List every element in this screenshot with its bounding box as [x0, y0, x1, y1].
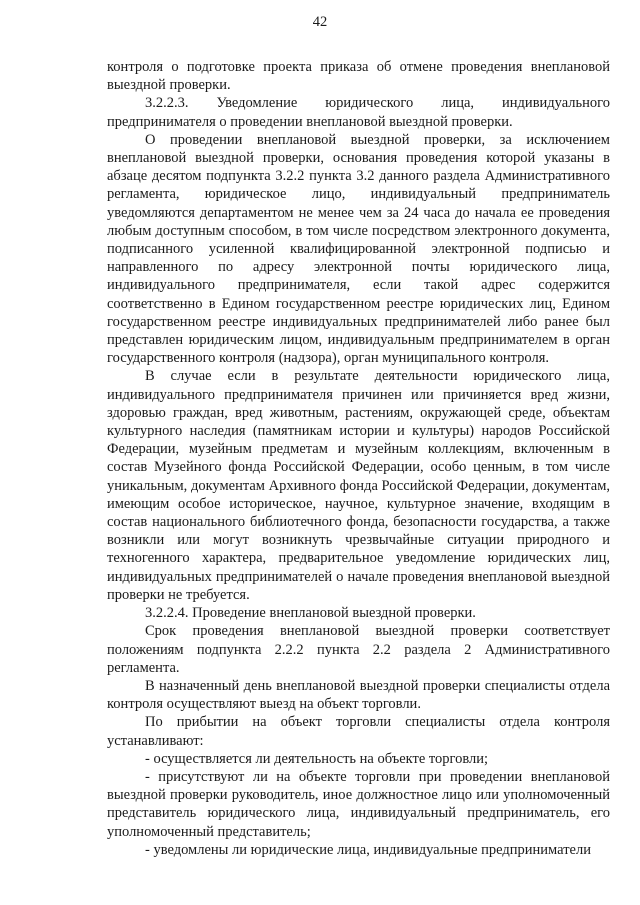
section-heading-3-2-2-4: 3.2.2.4. Проведение внеплановой выездной проверки.	[145, 605, 476, 622]
paragraph-inspection-day: В назначенный день внеплановой выездной проверки специалисты отдела контроля осуществляют выезд на объект торговли.	[107, 677, 610, 713]
page-number: 42	[312, 14, 328, 30]
paragraph-notification-rules: О проведении внеплановой выездной проверки, за исключением внеплановой выездной проверки, основания проведения которой указаны в абзаце десятом подпункта 3.2.2 пункта 3.2 данного раздела Административного регламента, юридическое лицо, индивидуальный предприниматель уведомляются департаментом не менее чем за 24 часа до начала ее проведения любым доступным способом, в том числе посредством электронного документа, подписанного усиленной квалифицированной электронной подписью и направленного по адресу электронной почты юридического лица, индивидуального предпринимателя, если такой адрес содержится соответственно в Едином государственном реестре юридических лиц, Едином государственном реестре индивидуальных предпринимателей либо ранее был представлен юридическим лицом, индивидуальным предпринимателем в орган государственного контроля (надзора), орган муниципального контроля.	[107, 131, 610, 367]
paragraph-on-arrival: По прибытии на объект торговли специалисты отдела контроля устанавливают:	[107, 714, 610, 749]
document-body	[107, 58, 610, 859]
list-item-activity: - осуществляется ли деятельность на объекте торговли;	[145, 750, 489, 767]
list-item-presence: - присутствуют ли на объекте торговли при проведении внеплановой выездной проверки руководитель, иное должностное лицо или уполномоченный представитель юридического лица, индивидуальный предприниматель, его уполномоченный представитель;	[107, 768, 610, 840]
paragraph-continuation: контроля о подготовке проекта приказа об отмене проведения внеплановой выездной проверки.	[107, 59, 610, 94]
paragraph-inspection-term: Срок проведения внеплановой выездной проверки соответствует положениям подпункта 2.2.2 пункта 2.2 раздела 2 Административного регламента.	[107, 623, 610, 676]
paragraph-harm-exception: В случае если в результате деятельности юридического лица, индивидуального предпринимателя причинен или причиняется вред жизни, здоровью граждан, вред животным, растениям, окружающей среде, объектам культурного наследия (памятникам истории и культуры) народов Российской Федерации, музейным предметам и музейным коллекциям, включенным в состав Музейного фонда Российской Федерации, особо ценным, в том числе уникальным, документам Архивного фонда Российской Федерации, документам, имеющим особое историческое, научное, культурное значение, входящим в состав национального библиотечного фонда, безопасности государства, а также возникли или могут возникнуть чрезвычайные ситуации природного и техногенного характера, предварительное уведомление юридических лиц, индивидуальных предпринимателей о начале проведения внеплановой выездной проверки не требуется.	[107, 368, 610, 603]
section-heading-3-2-2-3: 3.2.2.3. Уведомление юридического лица, индивидуального предпринимателя о проведении внеплановой выездной проверки.	[107, 95, 610, 130]
list-item-notified: - уведомлены ли юридические лица, индивидуальные предприниматели	[145, 841, 591, 858]
